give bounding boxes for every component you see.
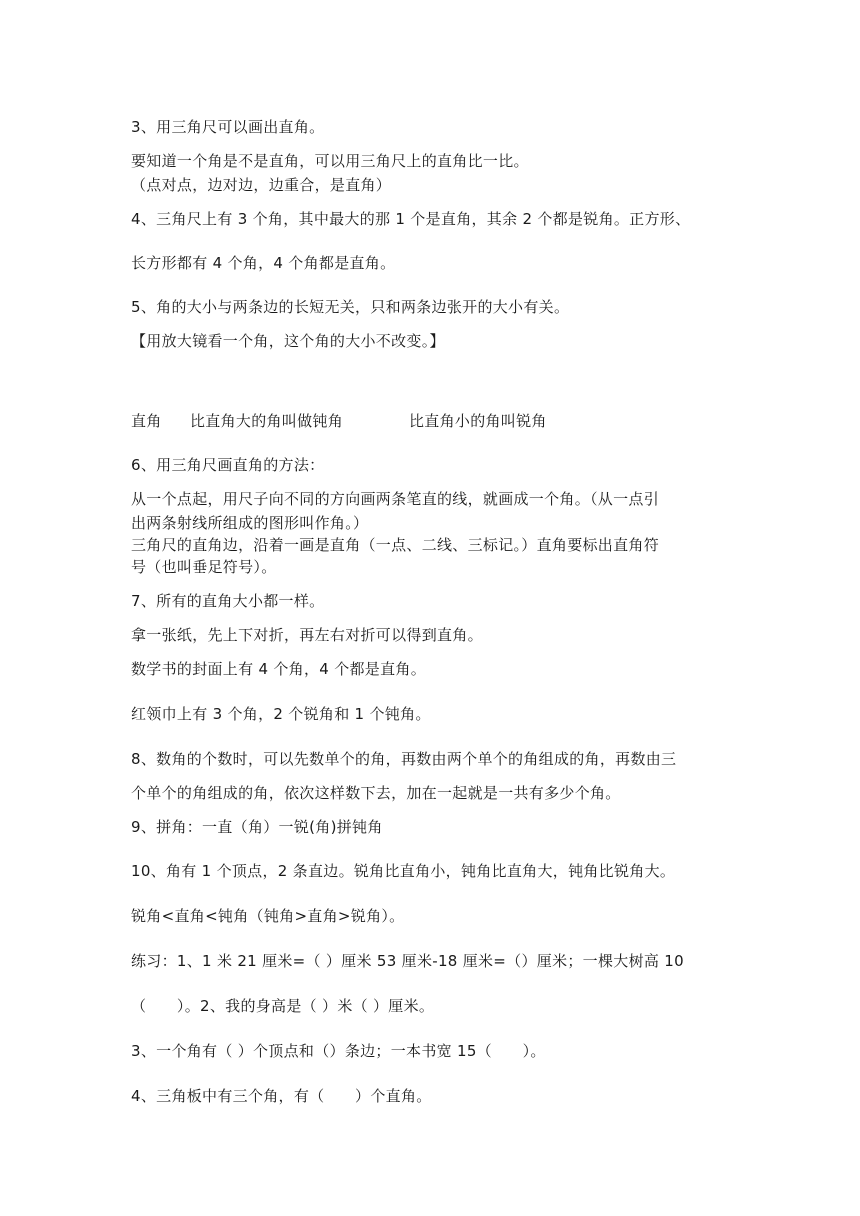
point-4-line-1: 4、三角尺上有 3 个角，其中最大的那 1 个是直角，其余 2 个都是锐角。正方形、 bbox=[131, 210, 691, 228]
point-7-heading: 7、所有的直角大小都一样。 bbox=[131, 592, 325, 610]
point-3-body: 要知道一个角是不是直角，可以用三角尺上的直角比一比。 bbox=[131, 152, 529, 170]
exercise-line-4: 4、三角板中有三个角，有（ ）个直角。 bbox=[131, 1087, 432, 1105]
point-6-body-2: 出两条射线所组成的图形叫作角。） bbox=[131, 514, 369, 532]
exercise-line-2: （ ）。2、我的身高是（ ）米（ ）厘米。 bbox=[131, 997, 435, 1015]
point-7-body-2: 数学书的封面上有 4 个角，4 个都是直角。 bbox=[131, 660, 426, 678]
point-8-line-2: 个单个的角组成的角，依次这样数下去，加在一起就是一共有多少个角。 bbox=[131, 784, 621, 802]
point-6-heading: 6、用三角尺画直角的方法： bbox=[131, 456, 325, 474]
point-5-heading: 5、角的大小与两条边的长短无关，只和两条边张开的大小有关。 bbox=[131, 298, 570, 316]
point-5-note: 【用放大镜看一个角，这个角的大小不改变。】 bbox=[131, 332, 445, 350]
exercise-line-1: 练习：1、1 米 21 厘米=（ ）厘米 53 厘米-18 厘米=（）厘米；一棵大树高 10 bbox=[131, 952, 684, 970]
point-4-line-2: 长方形都有 4 个角，4 个角都是直角。 bbox=[131, 254, 396, 272]
exercise-line-3: 3、一个角有（ ）个顶点和（）条边；一本书宽 15（ ）。 bbox=[131, 1042, 546, 1060]
point-6-body-3: 三角尺的直角边，沿着一画是直角（一点、二线、三标记。）直角要标出直角符 bbox=[131, 536, 660, 554]
label-right-angle: 直角 bbox=[131, 412, 162, 430]
label-obtuse-angle: 比直角大的角叫做钝角 bbox=[190, 412, 344, 430]
point-3-heading: 3、用三角尺可以画出直角。 bbox=[131, 118, 325, 136]
point-10-line-1: 10、角有 1 个顶点，2 条直边。锐角比直角小，钝角比直角大，钝角比锐角大。 bbox=[131, 862, 676, 880]
point-9: 9、拼角：一直（角）一锐(角)拼钝角 bbox=[131, 818, 383, 836]
point-6-body-4: 号（也叫垂足符号）。 bbox=[131, 558, 277, 576]
point-8-line-1: 8、数角的个数时，可以先数单个的角，再数由两个单个的角组成的角，再数由三 bbox=[131, 750, 677, 768]
point-3-note: （点对点，边对边，边重合，是直角） bbox=[131, 176, 392, 194]
point-6-body-1: 从一个点起，用尺子向不同的方向画两条笔直的线，就画成一个角。（从一点引 bbox=[131, 490, 660, 508]
point-7-body-1: 拿一张纸，先上下对折，再左右对折可以得到直角。 bbox=[131, 626, 483, 644]
label-acute-angle: 比直角小的角叫锐角 bbox=[409, 412, 547, 430]
point-7-body-3: 红领巾上有 3 个角，2 个锐角和 1 个钝角。 bbox=[131, 705, 431, 723]
point-10-line-2: 锐角<直角<钝角（钝角>直角>锐角）。 bbox=[131, 907, 405, 925]
